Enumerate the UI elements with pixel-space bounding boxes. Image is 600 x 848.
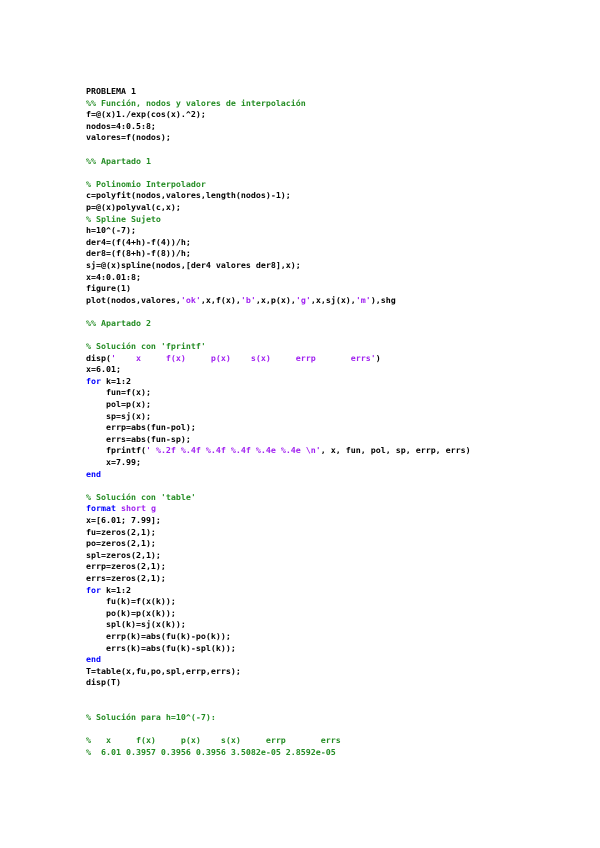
code-line: [86, 619, 471, 631]
code-text: fprintf(: [86, 445, 146, 456]
code-text: errp=zeros(2,1);: [86, 561, 166, 572]
code-string: short g: [120, 503, 156, 514]
code-line: [86, 144, 471, 156]
code-comment: %% Apartado 2: [86, 317, 151, 328]
code-line: [86, 724, 471, 736]
code-text: ,x,sj(x),: [310, 294, 356, 305]
code-comment: % 6.01 0.3957 0.3956 0.3956 3.5082e-05 2.8592e-05: [86, 746, 336, 757]
code-line: [86, 109, 471, 121]
code-line: [86, 329, 471, 341]
code-line: [86, 700, 471, 712]
code-line: [86, 179, 471, 191]
code-text: po=zeros(2,1);: [86, 538, 156, 549]
code-text: der8=(f(8+h)-f(8))/h;: [86, 248, 191, 259]
code-text: errs(k)=abs(fu(k)-spl(k));: [86, 642, 236, 653]
code-line: [86, 248, 471, 260]
code-line: [86, 86, 471, 98]
code-string: 'b': [240, 294, 256, 305]
code-line: [86, 515, 471, 527]
code-line: [86, 735, 471, 747]
code-string: 'm': [355, 294, 371, 305]
code-text: PROBLEMA 1: [86, 86, 136, 96]
code-text: ): [375, 352, 381, 363]
code-line: [86, 469, 471, 481]
code-line: [86, 387, 471, 399]
code-line: [86, 295, 471, 307]
code-line: [86, 608, 471, 620]
code-text: x=[6.01; 7.99];: [86, 514, 161, 525]
code-line: [86, 167, 471, 179]
code-comment: % Spline Sujeto: [86, 213, 161, 224]
code-text: sj=@(x)spline(nodos,[der4 valores der8],x);: [86, 259, 301, 270]
code-text: ,x,p(x),: [255, 294, 296, 305]
code-text: fu=zeros(2,1);: [86, 526, 156, 537]
code-line: [86, 156, 471, 168]
code-line: [86, 283, 471, 295]
code-line: [86, 353, 471, 365]
code-line: [86, 225, 471, 237]
code-line: [86, 411, 471, 423]
code-line: [86, 272, 471, 284]
code-text: , x, fun, pol, sp, errp, errs): [320, 445, 471, 456]
code-line: [86, 503, 471, 515]
code-line: [86, 214, 471, 226]
code-text: fun=f(x);: [86, 387, 151, 398]
code-line: [86, 561, 471, 573]
code-line: [86, 480, 471, 492]
code-text: nodos=4:0.5:8;: [86, 120, 156, 131]
code-comment: % Solución con 'table': [86, 491, 196, 502]
code-line: [86, 364, 471, 376]
code-line: [86, 596, 471, 608]
code-line: [86, 712, 471, 724]
code-keyword: for: [86, 584, 101, 595]
code-text: h=10^(-7);: [86, 225, 136, 236]
code-text: errs=zeros(2,1);: [86, 572, 166, 583]
code-text: der4=(f(4+h)-f(4))/h;: [86, 236, 191, 247]
code-comment: % Solución para h=10^(-7):: [86, 712, 216, 723]
code-text: fu(k)=f(x(k));: [86, 596, 176, 607]
code-line: [86, 260, 471, 272]
code-text: sp=sj(x);: [86, 410, 151, 421]
code-text: c=polyfit(nodos,valores,length(nodos)-1);: [86, 190, 291, 201]
code-line: [86, 654, 471, 666]
code-line: [86, 747, 471, 759]
code-comment: %% Apartado 1: [86, 155, 151, 166]
matlab-code-listing: [86, 86, 471, 758]
code-text: valores=f(nodos);: [86, 132, 171, 143]
code-text: errp=abs(fun-pol);: [86, 422, 196, 433]
code-string: ' %.2f %.4f %.4f %.4f %.4e %.4e \n': [145, 445, 321, 456]
code-text: pol=p(x);: [86, 399, 151, 410]
code-line: [86, 445, 471, 457]
code-line: [86, 689, 471, 701]
code-line: [86, 573, 471, 585]
code-comment: % Polinomio Interpolador: [86, 178, 206, 189]
code-line: [86, 318, 471, 330]
code-text: disp(: [86, 352, 111, 363]
code-line: [86, 434, 471, 446]
code-text: disp(T): [86, 677, 121, 688]
code-line: [86, 132, 471, 144]
code-line: [86, 202, 471, 214]
code-line: [86, 98, 471, 110]
code-text: spl(k)=sj(x(k));: [86, 619, 186, 630]
code-text: ,x,f(x),: [200, 294, 241, 305]
code-line: [86, 341, 471, 353]
code-line: [86, 306, 471, 318]
code-string: 'g': [295, 294, 311, 305]
code-line: [86, 121, 471, 133]
code-line: [86, 237, 471, 249]
code-text: errs=abs(fun-sp);: [86, 433, 191, 444]
code-text: x=4:0.01:8;: [86, 271, 141, 282]
code-text: errp(k)=abs(fu(k)-po(k));: [86, 630, 231, 641]
code-text: spl=zeros(2,1);: [86, 549, 161, 560]
code-comment: % x f(x) p(x) s(x) errp errs: [86, 735, 341, 746]
code-string: 'ok': [180, 294, 201, 305]
code-text: k=1:2: [101, 584, 131, 595]
code-line: [86, 190, 471, 202]
code-line: [86, 492, 471, 504]
code-text: x=7.99;: [86, 457, 141, 467]
code-text: po(k)=p(x(k));: [86, 607, 176, 618]
code-line: [86, 422, 471, 434]
code-line: [86, 631, 471, 643]
code-text: T=table(x,fu,po,spl,errp,errs);: [86, 665, 241, 676]
code-line: [86, 538, 471, 550]
code-line: [86, 585, 471, 597]
code-line: [86, 643, 471, 655]
code-keyword: for: [86, 375, 101, 386]
code-comment: %% Función, nodos y valores de interpolación: [86, 97, 306, 108]
code-comment: % Solución con 'fprintf': [86, 341, 206, 352]
code-line: [86, 376, 471, 388]
code-text: figure(1): [86, 283, 131, 294]
code-line: [86, 399, 471, 411]
code-line: [86, 677, 471, 689]
code-line: [86, 457, 471, 469]
code-text: p=@(x)polyval(c,x);: [86, 201, 181, 212]
code-text: k=1:2: [101, 375, 131, 386]
code-keyword: format: [86, 503, 121, 514]
code-keyword: end: [86, 654, 101, 665]
code-text: f=@(x)1./exp(cos(x).^2);: [86, 109, 206, 120]
code-text: x=6.01;: [86, 364, 121, 375]
code-line: [86, 527, 471, 539]
code-line: [86, 666, 471, 678]
code-string: ' x f(x) p(x) s(x) errp errs': [110, 352, 376, 363]
code-text: ),shg: [370, 294, 396, 305]
code-text: plot(nodos,valores,: [86, 294, 181, 305]
code-keyword: end: [86, 468, 101, 479]
code-line: [86, 550, 471, 562]
